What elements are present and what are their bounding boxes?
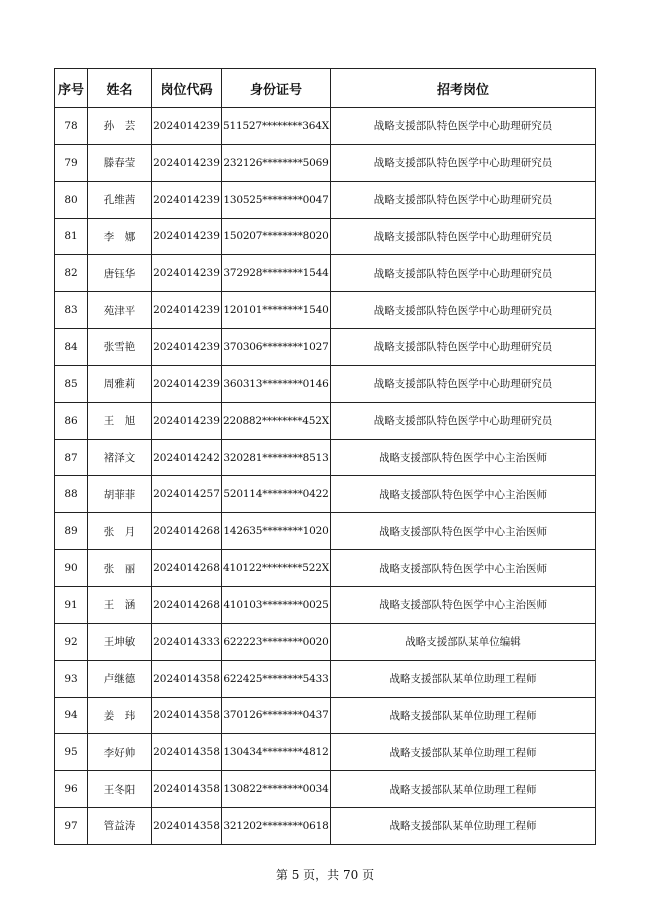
cell-name: 滕春莹 bbox=[88, 144, 152, 181]
cell-post-code: 2024014239 bbox=[152, 365, 222, 402]
table-row bbox=[55, 255, 596, 292]
cell-index: 88 bbox=[55, 476, 88, 513]
cell-id-number: 622425********5433 bbox=[222, 660, 331, 697]
table-row bbox=[55, 439, 596, 476]
page-number: 第 5 页，共 70 页 bbox=[275, 868, 375, 882]
table-row bbox=[55, 808, 596, 845]
cell-post-code: 2024014358 bbox=[152, 734, 222, 771]
header-post-code: 岗位代码 bbox=[152, 69, 222, 108]
cell-post-code: 2024014239 bbox=[152, 181, 222, 218]
cell-post-code: 2024014239 bbox=[152, 255, 222, 292]
cell-position: 战略支援部队特色医学中心助理研究员 bbox=[331, 108, 596, 145]
cell-name: 王冬阳 bbox=[88, 771, 152, 808]
cell-id-number: 372928********1544 bbox=[222, 255, 331, 292]
cell-post-code: 2024014239 bbox=[152, 329, 222, 366]
cell-name: 孔维茜 bbox=[88, 181, 152, 218]
cell-name: 王坤敏 bbox=[88, 623, 152, 660]
cell-name: 唐钰华 bbox=[88, 255, 152, 292]
cell-index: 80 bbox=[55, 181, 88, 218]
table-row bbox=[55, 623, 596, 660]
cell-id-number: 370126********0437 bbox=[222, 697, 331, 734]
cell-post-code: 2024014239 bbox=[152, 108, 222, 145]
cell-index: 85 bbox=[55, 365, 88, 402]
table-row bbox=[55, 329, 596, 366]
cell-name: 张 丽 bbox=[88, 550, 152, 587]
cell-index: 83 bbox=[55, 292, 88, 329]
table-row bbox=[55, 586, 596, 623]
header-position: 招考岗位 bbox=[331, 69, 596, 108]
cell-post-code: 2024014268 bbox=[152, 586, 222, 623]
cell-post-code: 2024014358 bbox=[152, 697, 222, 734]
cell-index: 92 bbox=[55, 623, 88, 660]
cell-name: 王 涵 bbox=[88, 586, 152, 623]
cell-id-number: 120101********1540 bbox=[222, 292, 331, 329]
table-row bbox=[55, 181, 596, 218]
cell-position: 战略支援部队特色医学中心助理研究员 bbox=[331, 329, 596, 366]
cell-position: 战略支援部队某单位助理工程师 bbox=[331, 660, 596, 697]
cell-name: 李 娜 bbox=[88, 218, 152, 255]
table-header-row bbox=[55, 69, 596, 108]
header-name: 姓名 bbox=[88, 69, 152, 108]
cell-post-code: 2024014268 bbox=[152, 513, 222, 550]
cell-index: 81 bbox=[55, 218, 88, 255]
cell-id-number: 410103********0025 bbox=[222, 586, 331, 623]
cell-post-code: 2024014358 bbox=[152, 660, 222, 697]
table-row bbox=[55, 108, 596, 145]
cell-id-number: 232126********5069 bbox=[222, 144, 331, 181]
table-row bbox=[55, 402, 596, 439]
cell-id-number: 410122********522X bbox=[222, 550, 331, 587]
cell-id-number: 360313********0146 bbox=[222, 365, 331, 402]
cell-name: 卢继德 bbox=[88, 660, 152, 697]
cell-name: 张 月 bbox=[88, 513, 152, 550]
cell-index: 79 bbox=[55, 144, 88, 181]
cell-post-code: 2024014242 bbox=[152, 439, 222, 476]
table-row bbox=[55, 292, 596, 329]
cell-position: 战略支援部队特色医学中心主治医师 bbox=[331, 476, 596, 513]
cell-name: 管益涛 bbox=[88, 808, 152, 845]
cell-position: 战略支援部队特色医学中心主治医师 bbox=[331, 550, 596, 587]
table-row bbox=[55, 218, 596, 255]
cell-id-number: 321202********0618 bbox=[222, 808, 331, 845]
cell-post-code: 2024014257 bbox=[152, 476, 222, 513]
cell-index: 91 bbox=[55, 586, 88, 623]
cell-id-number: 150207********8020 bbox=[222, 218, 331, 255]
cell-name: 周雅莉 bbox=[88, 365, 152, 402]
header-index: 序号 bbox=[55, 69, 88, 108]
cell-position: 战略支援部队特色医学中心助理研究员 bbox=[331, 365, 596, 402]
cell-name: 褚泽文 bbox=[88, 439, 152, 476]
cell-post-code: 2024014239 bbox=[152, 218, 222, 255]
cell-position: 战略支援部队某单位助理工程师 bbox=[331, 771, 596, 808]
cell-id-number: 220882********452X bbox=[222, 402, 331, 439]
table-row bbox=[55, 144, 596, 181]
cell-index: 82 bbox=[55, 255, 88, 292]
cell-post-code: 2024014358 bbox=[152, 771, 222, 808]
cell-index: 78 bbox=[55, 108, 88, 145]
table-row bbox=[55, 734, 596, 771]
cell-id-number: 520114********0422 bbox=[222, 476, 331, 513]
cell-index: 95 bbox=[55, 734, 88, 771]
cell-index: 86 bbox=[55, 402, 88, 439]
cell-position: 战略支援部队某单位编辑 bbox=[331, 623, 596, 660]
cell-position: 战略支援部队特色医学中心助理研究员 bbox=[331, 218, 596, 255]
table-row bbox=[55, 697, 596, 734]
cell-post-code: 2024014333 bbox=[152, 623, 222, 660]
cell-name: 张雪艳 bbox=[88, 329, 152, 366]
cell-index: 96 bbox=[55, 771, 88, 808]
cell-id-number: 320281********8513 bbox=[222, 439, 331, 476]
cell-name: 胡菲菲 bbox=[88, 476, 152, 513]
cell-index: 94 bbox=[55, 697, 88, 734]
table-row bbox=[55, 365, 596, 402]
cell-index: 93 bbox=[55, 660, 88, 697]
cell-index: 84 bbox=[55, 329, 88, 366]
cell-id-number: 511527********364X bbox=[222, 108, 331, 145]
cell-id-number: 130434********4812 bbox=[222, 734, 331, 771]
cell-post-code: 2024014268 bbox=[152, 550, 222, 587]
cell-post-code: 2024014239 bbox=[152, 144, 222, 181]
cell-id-number: 142635********1020 bbox=[222, 513, 331, 550]
cell-position: 战略支援部队某单位助理工程师 bbox=[331, 697, 596, 734]
table-row bbox=[55, 771, 596, 808]
table-row bbox=[55, 550, 596, 587]
table-row bbox=[55, 476, 596, 513]
cell-name: 苑津平 bbox=[88, 292, 152, 329]
cell-position: 战略支援部队特色医学中心助理研究员 bbox=[331, 255, 596, 292]
cell-index: 90 bbox=[55, 550, 88, 587]
cell-id-number: 370306********1027 bbox=[222, 329, 331, 366]
cell-position: 战略支援部队某单位助理工程师 bbox=[331, 808, 596, 845]
cell-position: 战略支援部队特色医学中心主治医师 bbox=[331, 513, 596, 550]
cell-name: 王 旭 bbox=[88, 402, 152, 439]
table-body bbox=[55, 108, 596, 845]
cell-index: 89 bbox=[55, 513, 88, 550]
cell-post-code: 2024014239 bbox=[152, 292, 222, 329]
cell-name: 孙 芸 bbox=[88, 108, 152, 145]
table-row bbox=[55, 660, 596, 697]
roster-table bbox=[54, 68, 596, 845]
cell-position: 战略支援部队某单位助理工程师 bbox=[331, 734, 596, 771]
cell-index: 97 bbox=[55, 808, 88, 845]
cell-index: 87 bbox=[55, 439, 88, 476]
cell-post-code: 2024014358 bbox=[152, 808, 222, 845]
cell-position: 战略支援部队特色医学中心主治医师 bbox=[331, 439, 596, 476]
cell-name: 姜 玮 bbox=[88, 697, 152, 734]
cell-position: 战略支援部队特色医学中心主治医师 bbox=[331, 586, 596, 623]
cell-name: 李好帅 bbox=[88, 734, 152, 771]
table-row bbox=[55, 513, 596, 550]
cell-post-code: 2024014239 bbox=[152, 402, 222, 439]
cell-id-number: 130822********0034 bbox=[222, 771, 331, 808]
cell-position: 战略支援部队特色医学中心助理研究员 bbox=[331, 144, 596, 181]
cell-position: 战略支援部队特色医学中心助理研究员 bbox=[331, 402, 596, 439]
cell-position: 战略支援部队特色医学中心助理研究员 bbox=[331, 181, 596, 218]
cell-id-number: 130525********0047 bbox=[222, 181, 331, 218]
cell-id-number: 622223********0020 bbox=[222, 623, 331, 660]
cell-position: 战略支援部队特色医学中心助理研究员 bbox=[331, 292, 596, 329]
header-id-number: 身份证号 bbox=[222, 69, 331, 108]
